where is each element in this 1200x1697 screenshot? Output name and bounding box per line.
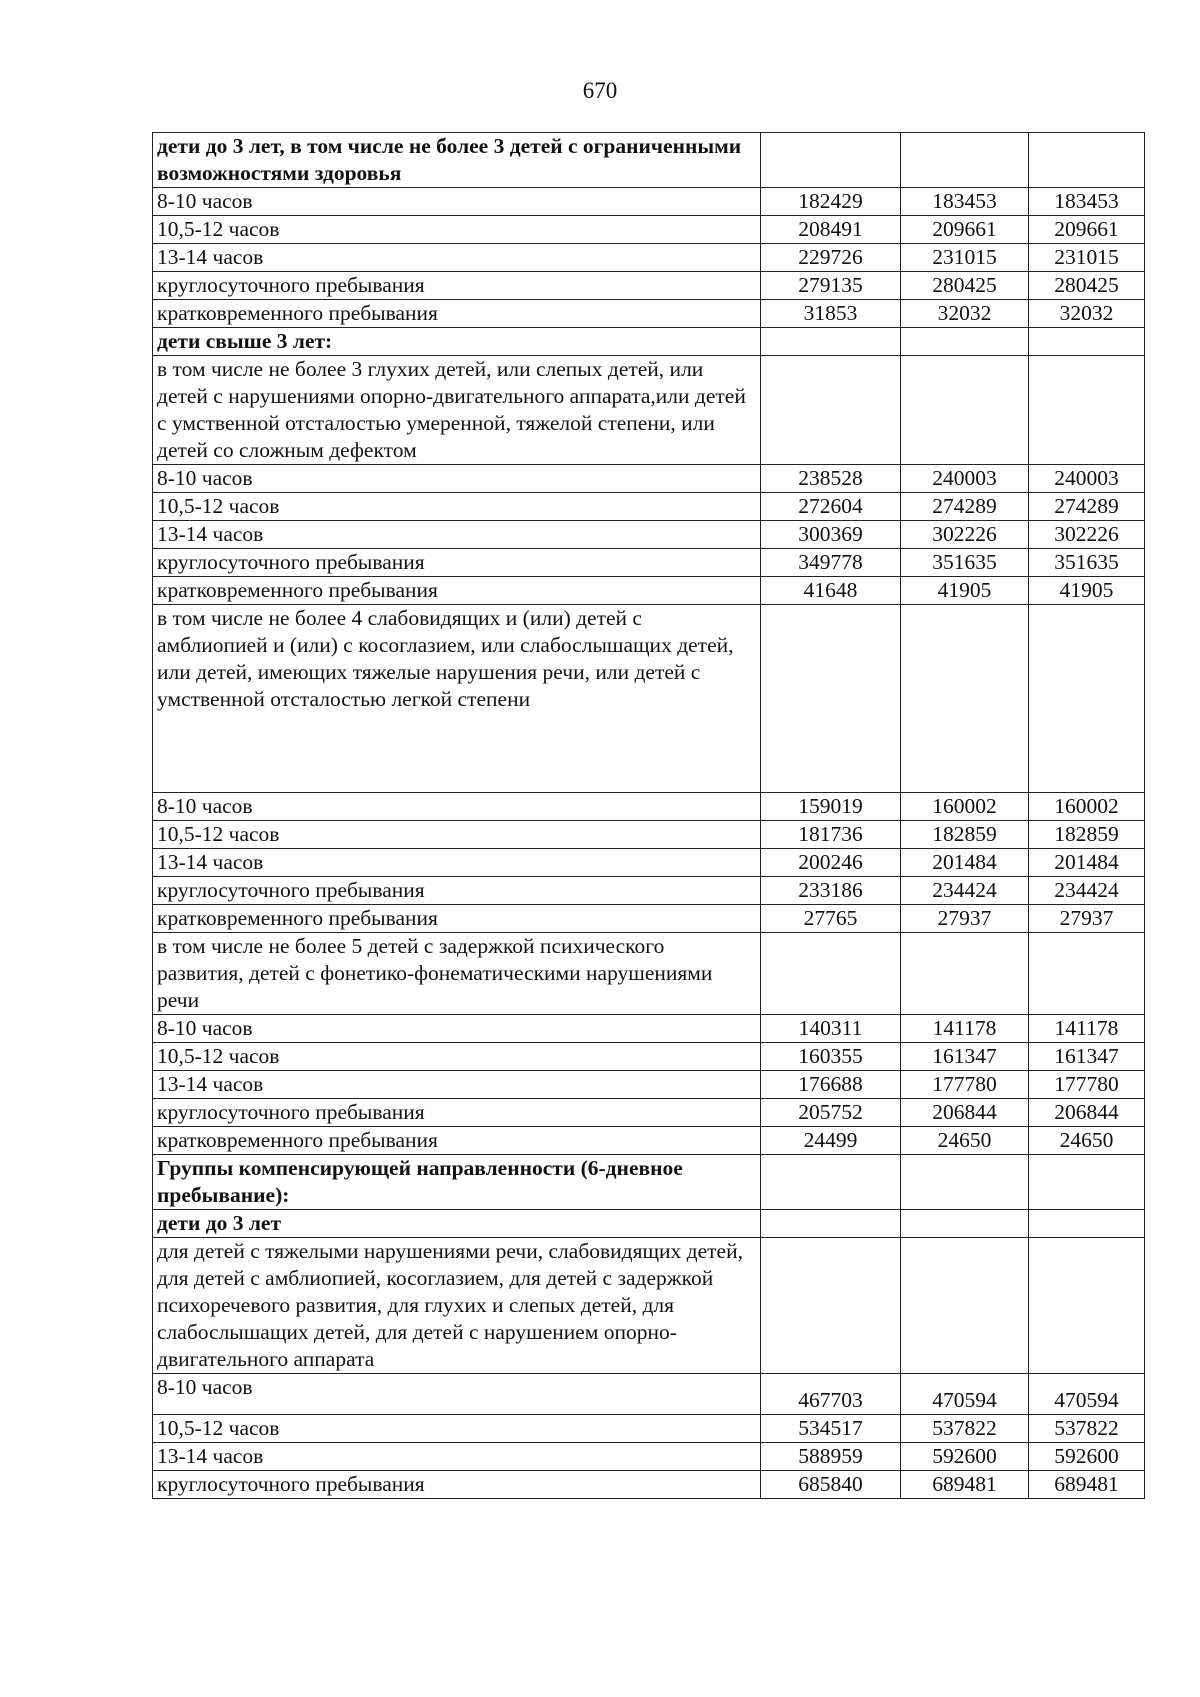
row-label: в том числе не более 4 слабовидящих и (или) детей с амблиопией и (или) с косоглазием, или слабослышащих детей, или детей, имеющих тяжелые нарушения речи, или детей с умственной отсталостью легкой степени <box>153 605 761 793</box>
value-cell-1: 181736 <box>761 821 901 849</box>
value-cell-1: 200246 <box>761 849 901 877</box>
value-cell-1: 160355 <box>761 1043 901 1071</box>
value-cell-1: 238528 <box>761 465 901 493</box>
row-label: дети до 3 лет, в том числе не более 3 детей с ограниченными возможностями здоровья <box>153 133 761 188</box>
value-cell-1: 685840 <box>761 1471 901 1499</box>
row-label: 8-10 часов <box>153 1374 761 1415</box>
value-cell-3: 161347 <box>1029 1043 1145 1071</box>
value-cell-2: 470594 <box>901 1374 1029 1415</box>
value-cell-2 <box>901 605 1029 793</box>
table-row <box>153 1127 1145 1155</box>
table-row <box>153 1155 1145 1210</box>
value-cell-1 <box>761 605 901 793</box>
value-cell-2: 280425 <box>901 272 1029 300</box>
value-cell-2: 27937 <box>901 905 1029 933</box>
value-cell-2: 592600 <box>901 1443 1029 1471</box>
row-label: круглосуточного пребывания <box>153 1471 761 1499</box>
value-cell-1: 176688 <box>761 1071 901 1099</box>
page-number: 670 <box>582 78 618 103</box>
row-label: кратковременного пребывания <box>153 905 761 933</box>
value-cell-2: 537822 <box>901 1415 1029 1443</box>
row-label: в том числе не более 5 детей с задержкой психического развития, детей с фонетико-фонематическими нарушениями речи <box>153 933 761 1015</box>
value-cell-3: 302226 <box>1029 521 1145 549</box>
value-cell-3: 280425 <box>1029 272 1145 300</box>
value-cell-2: 161347 <box>901 1043 1029 1071</box>
value-cell-2 <box>901 1155 1029 1210</box>
value-cell-1: 31853 <box>761 300 901 328</box>
value-cell-2: 201484 <box>901 849 1029 877</box>
value-cell-2: 206844 <box>901 1099 1029 1127</box>
row-label: круглосуточного пребывания <box>153 272 761 300</box>
value-cell-1 <box>761 1238 901 1374</box>
row-label: 10,5-12 часов <box>153 821 761 849</box>
value-cell-3: 141178 <box>1029 1015 1145 1043</box>
row-label: 10,5-12 часов <box>153 216 761 244</box>
table-row <box>153 300 1145 328</box>
value-cell-2 <box>901 356 1029 465</box>
row-label: 13-14 часов <box>153 1443 761 1471</box>
value-cell-3: 182859 <box>1029 821 1145 849</box>
row-label: 8-10 часов <box>153 793 761 821</box>
value-cell-1 <box>761 356 901 465</box>
value-cell-1: 272604 <box>761 493 901 521</box>
table-row <box>153 1015 1145 1043</box>
row-label: дети до 3 лет <box>153 1210 761 1238</box>
value-cell-2: 209661 <box>901 216 1029 244</box>
value-cell-1: 24499 <box>761 1127 901 1155</box>
value-cell-3 <box>1029 356 1145 465</box>
table-row <box>153 577 1145 605</box>
table-row <box>153 1210 1145 1238</box>
value-cell-3 <box>1029 328 1145 356</box>
table-row <box>153 877 1145 905</box>
value-cell-1: 182429 <box>761 188 901 216</box>
value-cell-2: 24650 <box>901 1127 1029 1155</box>
row-label: Группы компенсирующей направленности (6-дневное пребывание): <box>153 1155 761 1210</box>
value-cell-1 <box>761 133 901 188</box>
table-row <box>153 216 1145 244</box>
table-row <box>153 1071 1145 1099</box>
table-row <box>153 272 1145 300</box>
value-cell-3 <box>1029 1238 1145 1374</box>
row-label: круглосуточного пребывания <box>153 1099 761 1127</box>
value-cell-2: 32032 <box>901 300 1029 328</box>
value-cell-2: 351635 <box>901 549 1029 577</box>
value-cell-2: 231015 <box>901 244 1029 272</box>
table-row <box>153 1043 1145 1071</box>
row-label: 8-10 часов <box>153 188 761 216</box>
value-cell-2: 274289 <box>901 493 1029 521</box>
value-cell-3: 209661 <box>1029 216 1145 244</box>
row-label: в том числе не более 3 глухих детей, или слепых детей, или детей с нарушениями опорно-двигательного аппарата,или детей с умственной отсталостью умеренной, тяжелой степени, или детей со сложным дефектом <box>153 356 761 465</box>
table-row <box>153 605 1145 793</box>
value-cell-3: 231015 <box>1029 244 1145 272</box>
value-cell-1: 27765 <box>761 905 901 933</box>
value-cell-3: 24650 <box>1029 1127 1145 1155</box>
value-cell-3: 537822 <box>1029 1415 1145 1443</box>
table-row <box>153 133 1145 188</box>
table-row <box>153 821 1145 849</box>
value-cell-1: 233186 <box>761 877 901 905</box>
row-label: кратковременного пребывания <box>153 1127 761 1155</box>
table-row <box>153 1415 1145 1443</box>
value-cell-3: 41905 <box>1029 577 1145 605</box>
table-row <box>153 793 1145 821</box>
table-row <box>153 356 1145 465</box>
row-label: 13-14 часов <box>153 521 761 549</box>
table-row <box>153 188 1145 216</box>
value-cell-3 <box>1029 133 1145 188</box>
value-cell-2 <box>901 933 1029 1015</box>
value-cell-2: 240003 <box>901 465 1029 493</box>
value-cell-3: 592600 <box>1029 1443 1145 1471</box>
table-row <box>153 1099 1145 1127</box>
value-cell-3 <box>1029 1155 1145 1210</box>
value-cell-2 <box>901 328 1029 356</box>
value-cell-1: 588959 <box>761 1443 901 1471</box>
value-cell-3: 689481 <box>1029 1471 1145 1499</box>
value-cell-2 <box>901 1210 1029 1238</box>
value-cell-1 <box>761 1210 901 1238</box>
row-label: круглосуточного пребывания <box>153 877 761 905</box>
table-row <box>153 328 1145 356</box>
row-label: круглосуточного пребывания <box>153 549 761 577</box>
tariff-table <box>152 132 1145 1499</box>
row-label: для детей с тяжелыми нарушениями речи, слабовидящих детей, для детей с амблиопией, косоглазием, для детей с задержкой психоречевого развития, для глухих и слепых детей, для слабослышащих детей, для детей с нарушением опорно-двигательного аппарата <box>153 1238 761 1374</box>
value-cell-1: 41648 <box>761 577 901 605</box>
table-row <box>153 849 1145 877</box>
value-cell-3 <box>1029 1210 1145 1238</box>
value-cell-3: 274289 <box>1029 493 1145 521</box>
value-cell-3: 470594 <box>1029 1374 1145 1415</box>
value-cell-1: 205752 <box>761 1099 901 1127</box>
row-label: дети свыше 3 лет: <box>153 328 761 356</box>
row-label: 10,5-12 часов <box>153 1043 761 1071</box>
row-label: 13-14 часов <box>153 849 761 877</box>
row-label: 13-14 часов <box>153 1071 761 1099</box>
value-cell-2: 160002 <box>901 793 1029 821</box>
value-cell-2: 41905 <box>901 577 1029 605</box>
table-row <box>153 521 1145 549</box>
table-row <box>153 1374 1145 1415</box>
value-cell-3 <box>1029 933 1145 1015</box>
value-cell-2: 183453 <box>901 188 1029 216</box>
table-row <box>153 244 1145 272</box>
value-cell-3: 234424 <box>1029 877 1145 905</box>
value-cell-3: 177780 <box>1029 1071 1145 1099</box>
value-cell-3: 160002 <box>1029 793 1145 821</box>
table-row <box>153 549 1145 577</box>
table-row <box>153 1443 1145 1471</box>
value-cell-3: 351635 <box>1029 549 1145 577</box>
value-cell-1 <box>761 328 901 356</box>
value-cell-1: 534517 <box>761 1415 901 1443</box>
row-label: 10,5-12 часов <box>153 1415 761 1443</box>
value-cell-3: 206844 <box>1029 1099 1145 1127</box>
value-cell-1: 229726 <box>761 244 901 272</box>
value-cell-1: 300369 <box>761 521 901 549</box>
value-cell-2: 177780 <box>901 1071 1029 1099</box>
value-cell-1: 349778 <box>761 549 901 577</box>
table-row <box>153 493 1145 521</box>
value-cell-3: 27937 <box>1029 905 1145 933</box>
value-cell-2: 182859 <box>901 821 1029 849</box>
row-label: 8-10 часов <box>153 1015 761 1043</box>
value-cell-3: 240003 <box>1029 465 1145 493</box>
value-cell-3: 183453 <box>1029 188 1145 216</box>
tariff-table-body <box>153 133 1145 1499</box>
value-cell-1 <box>761 933 901 1015</box>
value-cell-1: 159019 <box>761 793 901 821</box>
table-row <box>153 465 1145 493</box>
value-cell-1: 140311 <box>761 1015 901 1043</box>
value-cell-2: 689481 <box>901 1471 1029 1499</box>
value-cell-1: 279135 <box>761 272 901 300</box>
value-cell-3: 201484 <box>1029 849 1145 877</box>
value-cell-3: 32032 <box>1029 300 1145 328</box>
table-row <box>153 905 1145 933</box>
row-label: кратковременного пребывания <box>153 577 761 605</box>
value-cell-2: 302226 <box>901 521 1029 549</box>
table-row <box>153 1471 1145 1499</box>
row-label: кратковременного пребывания <box>153 300 761 328</box>
value-cell-2: 141178 <box>901 1015 1029 1043</box>
row-label: 8-10 часов <box>153 465 761 493</box>
table-row <box>153 933 1145 1015</box>
row-label: 13-14 часов <box>153 244 761 272</box>
value-cell-3 <box>1029 605 1145 793</box>
value-cell-2: 234424 <box>901 877 1029 905</box>
row-label: 10,5-12 часов <box>153 493 761 521</box>
value-cell-2 <box>901 133 1029 188</box>
value-cell-1: 208491 <box>761 216 901 244</box>
value-cell-2 <box>901 1238 1029 1374</box>
value-cell-1: 467703 <box>761 1374 901 1415</box>
value-cell-1 <box>761 1155 901 1210</box>
table-row <box>153 1238 1145 1374</box>
